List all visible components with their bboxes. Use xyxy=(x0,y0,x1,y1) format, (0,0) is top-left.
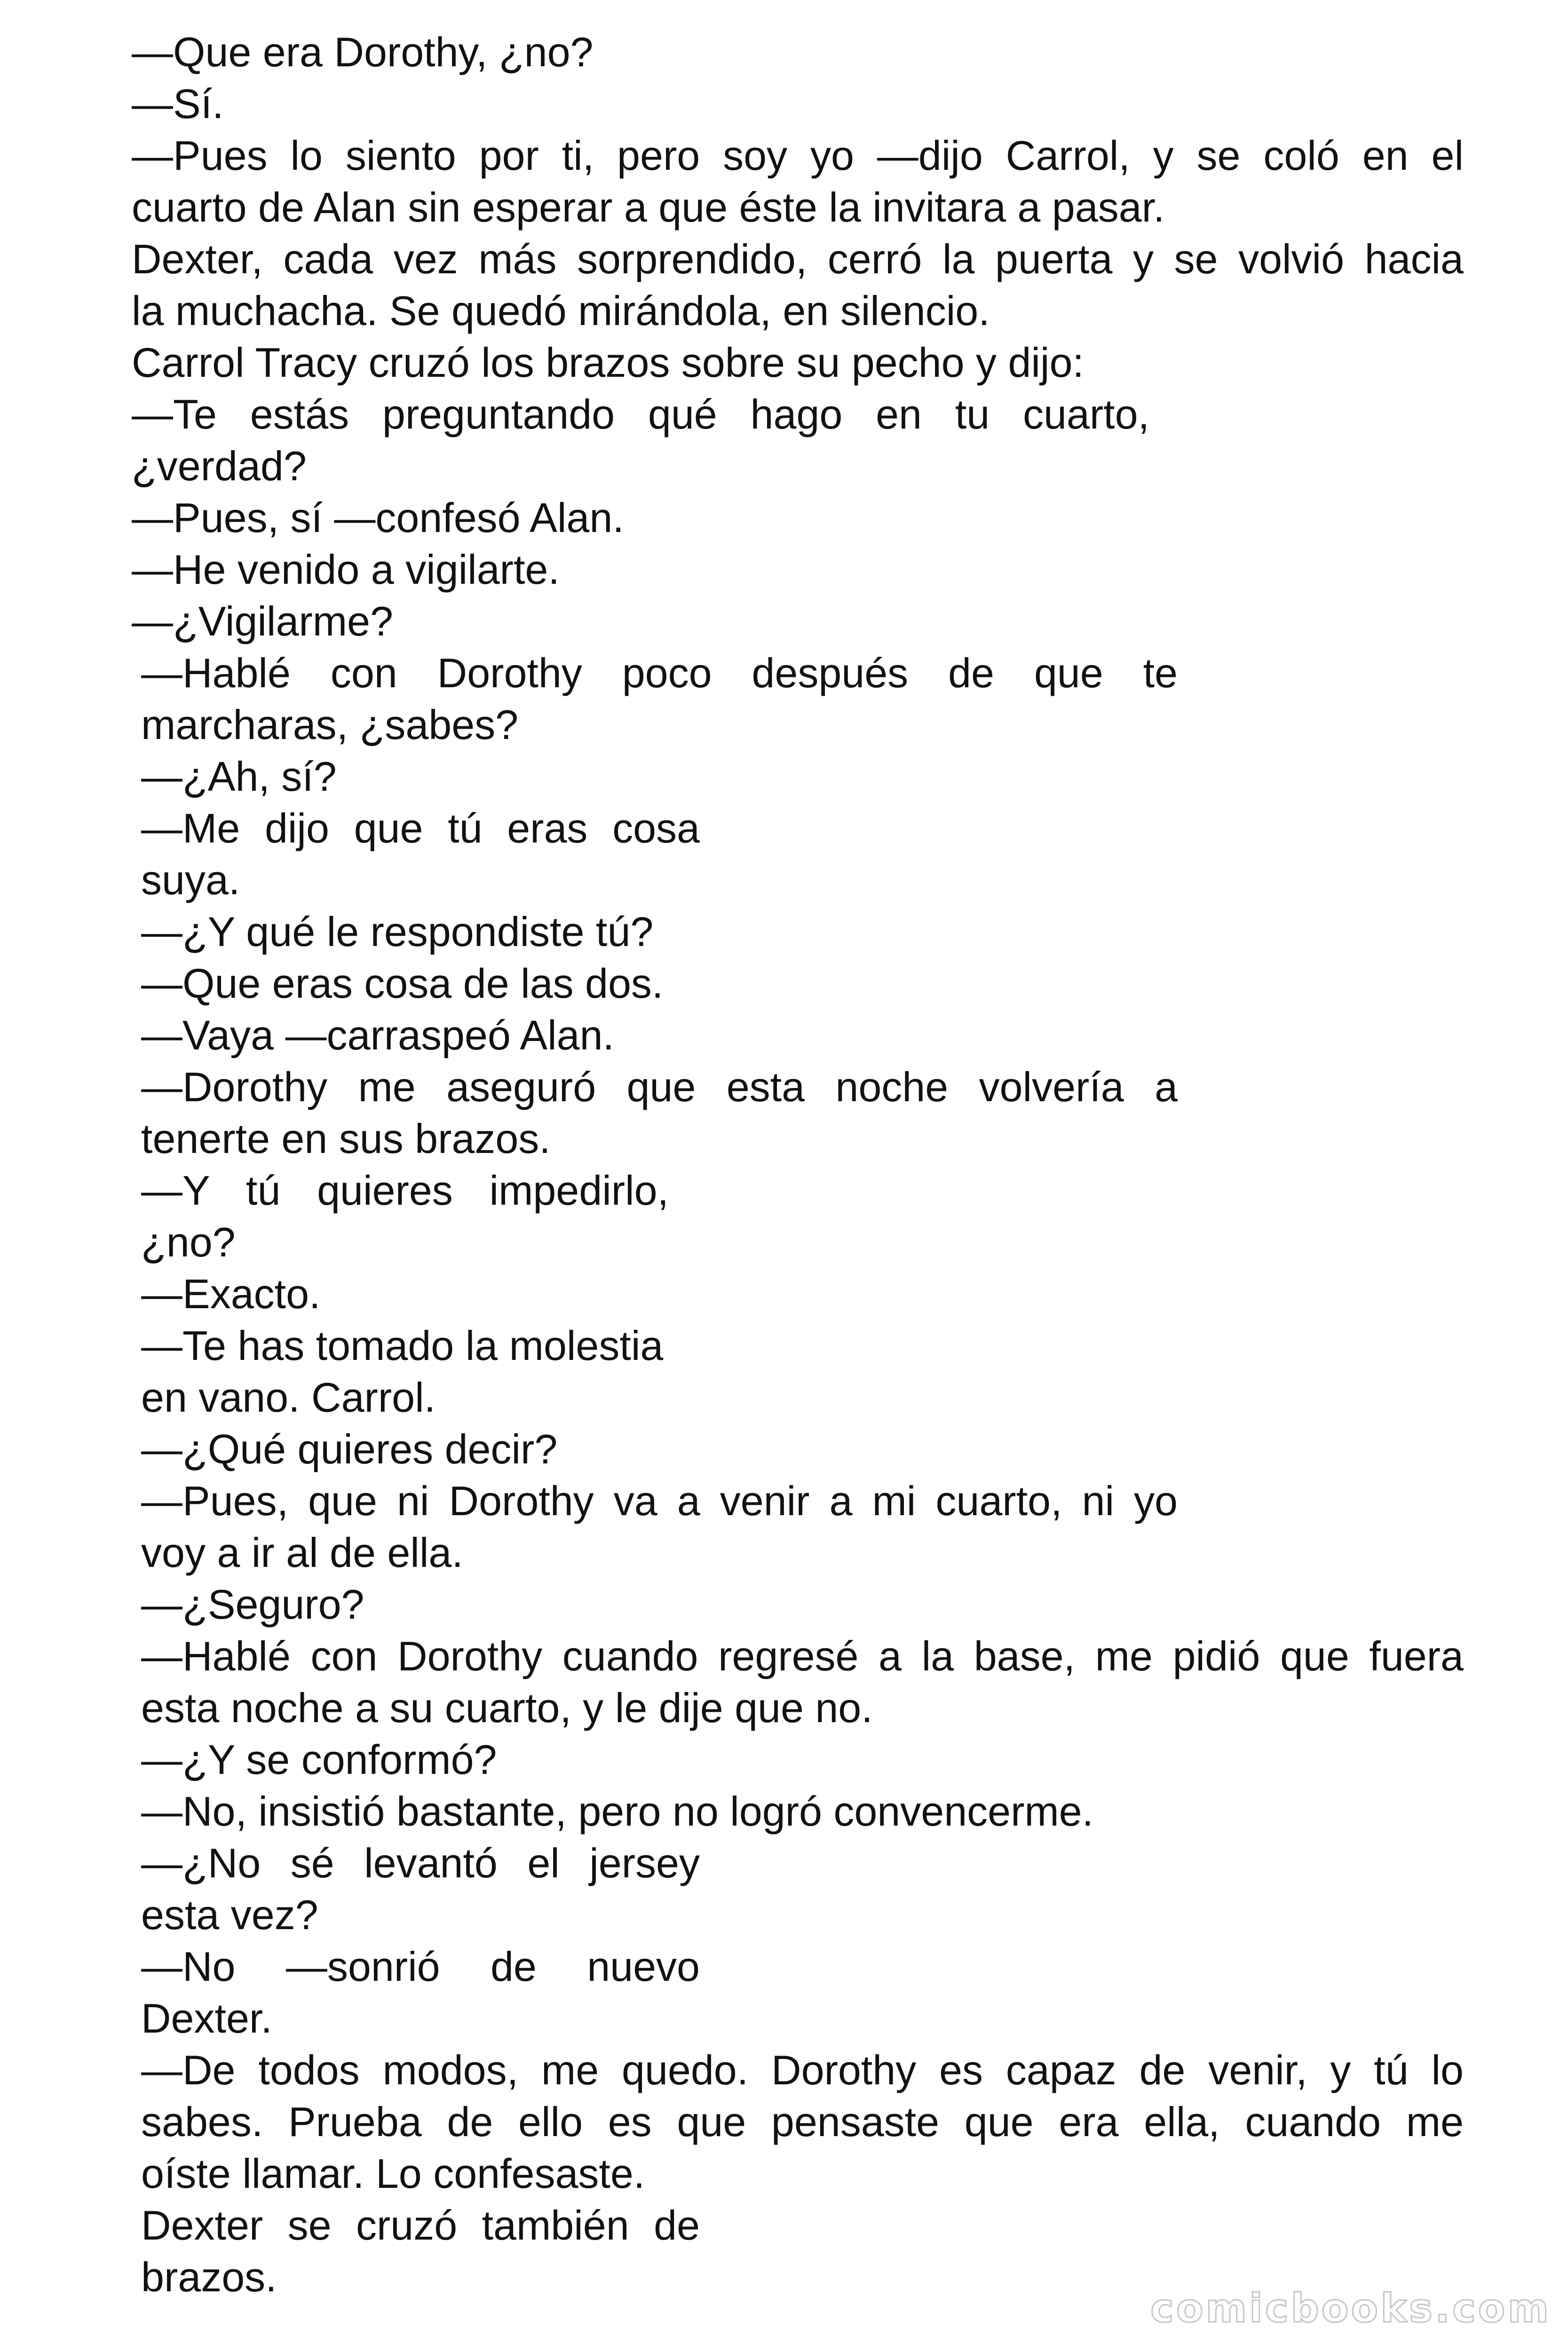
text-line: —Te estás preguntando qué hago en tu cuarto, xyxy=(132,391,1149,437)
text-line: —Me dijo que tú eras cosa xyxy=(141,805,700,851)
text-line: —¿Ah, sí? xyxy=(141,753,337,800)
text-line: —¿Vigilarme? xyxy=(132,598,393,644)
text-line: —Exacto. xyxy=(141,1271,321,1317)
text-line: —No, insistió bastante, pero no logró convencerme. xyxy=(141,1788,1094,1835)
text-line: brazos. xyxy=(141,2254,277,2300)
text-line: esta vez? xyxy=(141,1891,318,1938)
text-line: esta noche a su cuarto, y le dije que no. xyxy=(141,1685,873,1731)
text-line: —Dorothy me aseguró que esta noche volvería a xyxy=(141,1064,1178,1110)
text-line: —No —sonrió de nuevo xyxy=(141,1943,700,1990)
text-line: marcharas, ¿sabes? xyxy=(141,701,519,748)
text-line: voy a ir al de ella. xyxy=(141,1529,463,1576)
text-line: la muchacha. Se quedó mirándola, en silencio. xyxy=(132,287,990,334)
text-line: Dexter se cruzó también de xyxy=(141,2202,700,2249)
text-line: —Y tú quieres impedirlo, xyxy=(141,1167,669,1214)
text-line: —¿Y se conformó? xyxy=(141,1736,497,1783)
text-line: —Sí. xyxy=(132,80,224,127)
text-line: suya. xyxy=(141,857,240,903)
text-line: ¿no? xyxy=(141,1219,236,1265)
text-line: —¿No sé levantó el jersey xyxy=(141,1840,700,1886)
text-line: —Pues, que ni Dorothy va a venir a mi cuarto, ni yo xyxy=(141,1478,1178,1524)
text-line: —¿Y qué le respondiste tú? xyxy=(141,908,654,955)
text-line: tenerte en sus brazos. xyxy=(141,1115,551,1162)
text-line: —Hablé con Dorothy cuando regresé a la base, me pidió que fuera xyxy=(141,1633,1464,1679)
text-line: Dexter, cada vez más sorprendido, cerró la puerta y se volvió hacia xyxy=(132,236,1464,282)
text-line: —Pues lo siento por ti, pero soy yo —dijo Carrol, y se coló en el xyxy=(132,132,1464,179)
watermark: comicbooks.com xyxy=(1150,2285,1551,2331)
text-line: —He venido a vigilarte. xyxy=(132,546,560,593)
text-line: —Te has tomado la molestia xyxy=(141,1322,664,1369)
text-line: —¿Seguro? xyxy=(141,1581,364,1628)
text-line: Dexter. xyxy=(141,1995,272,2042)
text-line: cuarto de Alan sin esperar a que éste la invitara a pasar. xyxy=(132,184,1165,230)
text-line: ¿verdad? xyxy=(132,443,307,489)
text-line: en vano. Carrol. xyxy=(141,1374,436,1421)
text-line: —Que eras cosa de las dos. xyxy=(141,960,664,1007)
text-line: sabes. Prueba de ello es que pensaste que era ella, cuando me xyxy=(141,2098,1464,2145)
text-line: —Pues, sí —confesó Alan. xyxy=(132,494,624,541)
text-line: —Hablé con Dorothy poco después de que te xyxy=(141,650,1178,696)
text-line: —¿Qué quieres decir? xyxy=(141,1426,558,1472)
text-line: Carrol Tracy cruzó los brazos sobre su pecho y dijo: xyxy=(132,339,1084,386)
text-line: —Vaya —carraspeó Alan. xyxy=(141,1012,614,1058)
text-line: —Que era Dorothy, ¿no? xyxy=(132,29,594,75)
text-line: —De todos modos, me quedo. Dorothy es capaz de venir, y tú lo xyxy=(141,2047,1464,2093)
text-line: oíste llamar. Lo confesaste. xyxy=(141,2150,645,2197)
